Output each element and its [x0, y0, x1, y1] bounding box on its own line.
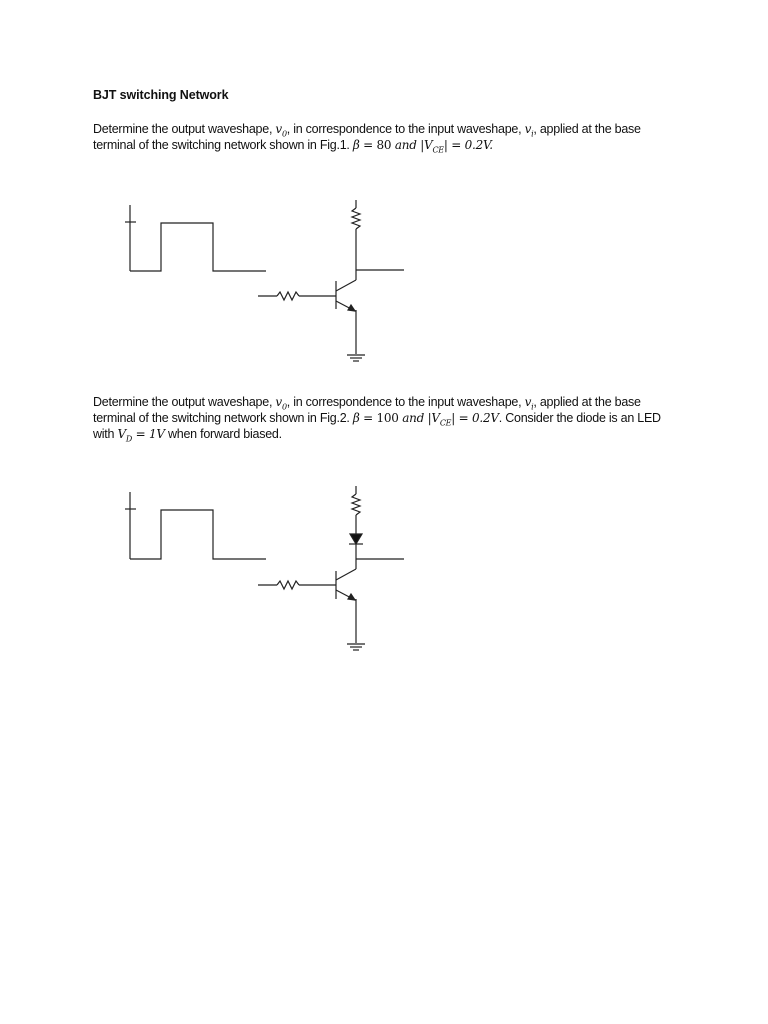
figure-1-circuit — [0, 195, 768, 395]
math-beta-value: = 100 — [359, 411, 403, 425]
text-run: , applied at the base terminal of the switching network shown in Fig.1. — [93, 122, 641, 152]
page-title: BJT switching Network — [93, 88, 229, 102]
math-vo: $v_0$ — [275, 395, 287, 412]
text-run: Determine the output waveshape, — [93, 122, 276, 136]
text-run: , applied at the base terminal of the switching network shown in Fig.2. — [93, 395, 641, 425]
math-vce: $|V_{CE}| = 0.2V$. — [416, 138, 493, 155]
ground-symbol — [347, 355, 365, 361]
base-resistor — [258, 292, 336, 300]
npn-transistor — [336, 270, 356, 354]
figure-2-circuit — [0, 482, 768, 682]
circuit-diagram — [0, 482, 768, 682]
math-vd: $V_D = 1V$ — [117, 427, 165, 444]
math-beta: β — [352, 411, 360, 425]
collector-resistor — [352, 200, 360, 270]
math-vi: $v_i$ — [524, 395, 534, 412]
text-run: , in correspondence to the input waveshape, — [286, 395, 525, 409]
math-beta-value: = 80 — [359, 138, 395, 152]
text-run: when forward biased. — [164, 427, 282, 441]
input-pulse-waveform — [125, 492, 266, 559]
math-vi: $v_i$ — [524, 122, 534, 139]
collector-resistor — [352, 486, 360, 534]
math-vce: $|V_{CE}| = 0.2V$ — [424, 411, 499, 428]
base-resistor — [258, 581, 336, 589]
math-vo: $v_0$ — [275, 122, 287, 139]
led-diode — [349, 534, 363, 559]
math-and: and — [402, 411, 425, 425]
problem-1-text — [93, 121, 673, 153]
math-beta: β — [352, 138, 360, 152]
problem-2-text — [93, 394, 673, 442]
text-run: Determine the output waveshape, — [93, 395, 276, 409]
circuit-diagram — [0, 195, 768, 395]
ground-symbol — [347, 644, 365, 650]
text-run: . Consider the diode is an LED with — [93, 411, 661, 441]
npn-transistor — [336, 559, 356, 643]
input-pulse-waveform — [125, 205, 266, 271]
text-run: , in correspondence to the input waveshape, — [286, 122, 525, 136]
math-and: and — [394, 138, 417, 152]
